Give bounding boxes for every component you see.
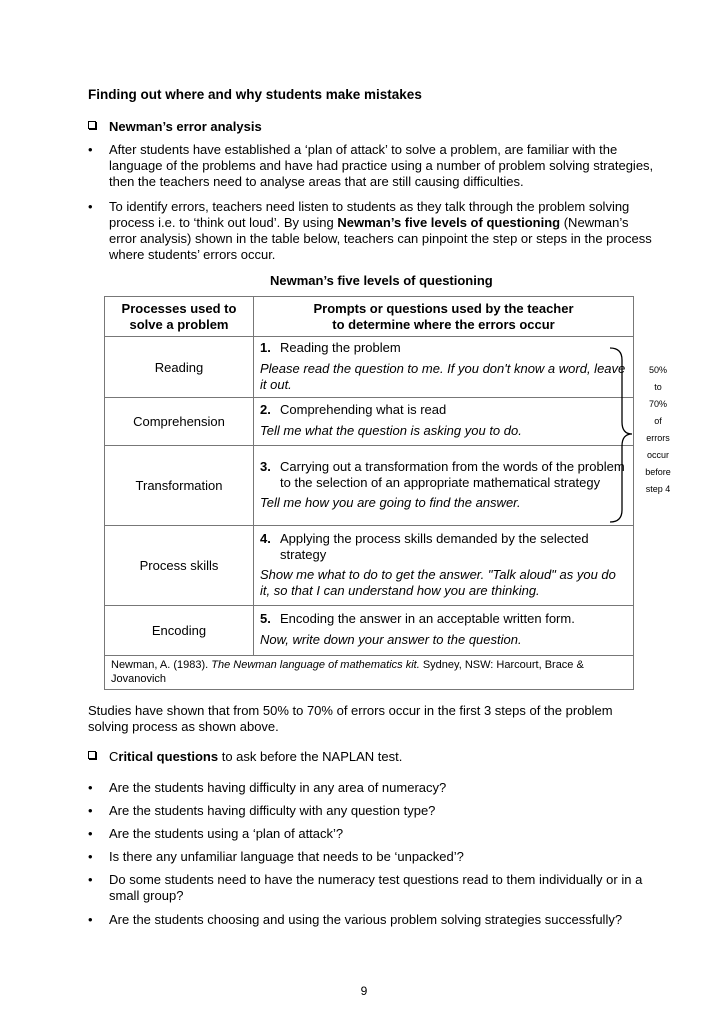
prompt-cell [254, 526, 634, 606]
side-note-line: errors [646, 433, 670, 443]
side-note-line: step 4 [645, 484, 671, 494]
step-label: Carrying out a transformation from the words of the problem to the selection of an appropriate mathematical strategy [280, 458, 625, 490]
side-note-line: 70% [648, 399, 667, 409]
process-cell: Reading [105, 337, 254, 398]
list-item-text: Are the students having difficulty with any question type? [109, 803, 436, 818]
paragraph-text-part: To identify errors, teachers need listen to students as they talk through the problem solving process i.e. to ‘think out loud’. By using [109, 199, 630, 230]
step-text [260, 531, 627, 563]
paragraph-text: After students have established a ‘plan of attack’ to solve a problem, are familiar with the language of the problems and have had practice using a number of problem solving strategies, then the teachers need to analyse areas that are still causing difficulties. [109, 142, 654, 189]
header-processes [105, 297, 254, 337]
list-item-text: Are the students choosing and using the various problem solving strategies successfully? [109, 912, 623, 927]
paragraph-text [109, 199, 658, 263]
reference-publisher: Sydney, NSW: Harcourt, Brace & Jovanovich [111, 659, 584, 685]
prompt-cell [254, 606, 634, 656]
step-number: 1. [260, 339, 271, 355]
process-cell: Transformation [105, 446, 254, 526]
page-heading: Finding out where and why students make mistakes [88, 87, 422, 102]
step-label: Encoding the answer in an acceptable written form. [280, 611, 575, 626]
prompt-question: Tell me what the question is asking you to do. [260, 423, 522, 438]
step-number: 4. [260, 530, 271, 546]
side-note-line: of [654, 416, 662, 426]
side-note-line: 50% [648, 365, 667, 375]
section-title [109, 749, 658, 765]
table-title: Newman’s five levels of questioning [270, 273, 493, 288]
prompt-question: Please read the question to me. If you don't know a word, leave it out. [260, 360, 626, 392]
table-row [105, 606, 634, 656]
page-number: 9 [360, 984, 368, 998]
header-prompts-line1: Prompts or questions used by the teacher [313, 300, 574, 316]
side-note-line: before [645, 467, 671, 477]
reference-title: The Newman language of mathematics kit. [211, 659, 420, 671]
prompt-question: Tell me how you are going to find the answer. [260, 494, 521, 510]
step-text [260, 402, 627, 418]
bullet-icon: • [88, 826, 93, 841]
table-row [105, 337, 634, 398]
bullet-icon: • [88, 142, 93, 157]
list-item-text: Are the students using a ‘plan of attack’? [109, 826, 344, 841]
newman-table [104, 296, 634, 690]
step-number: 5. [260, 611, 271, 626]
step-number: 3. [260, 458, 271, 474]
right-brace-icon [608, 346, 636, 526]
square-bullet-icon [88, 751, 96, 759]
bullet-icon: • [88, 872, 93, 887]
header-processes-text: Processes used to solve a problem [121, 300, 237, 332]
header-prompts-line2: to determine where the errors occur [332, 316, 555, 332]
list-item-text: Are the students having difficulty in any area of numeracy? [109, 780, 447, 795]
list-item-text: Do some students need to have the numeracy test questions read to them individually or in a small group? [109, 872, 643, 903]
side-note-line: occur [646, 450, 669, 460]
process-cell: Process skills [105, 526, 254, 606]
step-text [260, 611, 627, 627]
bullet-icon: • [88, 849, 93, 864]
process-cell: Encoding [105, 606, 254, 656]
prompt-question: Show me what to do to get the answer. "Talk aloud" as you do it, so that I can understand how you are thinking. [260, 566, 616, 598]
prompt-question: Now, write down your answer to the question. [260, 632, 522, 647]
table-reference-row [105, 656, 634, 690]
step-text [260, 459, 627, 491]
section-title-part: C [109, 749, 119, 764]
paragraph-text-part: (Newman’s error analysis) shown in the table below, teachers can pinpoint the step or steps in the process where students’ errors occur. [109, 215, 652, 262]
prompt-cell [254, 446, 634, 526]
table-row [105, 526, 634, 606]
step-number: 2. [260, 402, 271, 417]
list-item [88, 872, 658, 906]
side-note-line: to [654, 382, 662, 392]
table-row [105, 446, 634, 526]
section-title-bold: ritical questions [118, 749, 219, 764]
summary-paragraph: Studies have shown that from 50% to 70% of errors occur in the first 3 steps of the problem solving process as shown above. [88, 703, 613, 734]
bullet-icon: • [88, 199, 93, 214]
table-header-row [105, 297, 634, 337]
table-row [105, 398, 634, 446]
step-label: Applying the process skills demanded by the selected strategy [280, 530, 589, 562]
bullet-icon: • [88, 803, 93, 818]
prompt-cell [254, 398, 634, 446]
reference-author: Newman, A. (1983). [111, 659, 212, 671]
step-label: Reading the problem [280, 339, 401, 355]
process-cell: Comprehension [105, 398, 254, 446]
section-title-part: to ask before the NAPLAN test. [218, 749, 403, 764]
bullet-paragraph-2 [88, 199, 658, 265]
bullet-icon: • [88, 912, 93, 927]
square-bullet-icon [88, 121, 96, 129]
step-label: Comprehending what is read [280, 402, 447, 417]
header-prompts [254, 297, 634, 337]
step-text [260, 340, 627, 356]
bullet-paragraph-1 [88, 142, 658, 192]
table-reference [105, 656, 634, 690]
side-note [640, 362, 676, 498]
prompt-cell [254, 337, 634, 398]
paragraph-bold-text: Newman’s five levels of questioning [337, 215, 561, 230]
list-item-text: Is there any unfamiliar language that needs to be ‘unpacked’? [109, 849, 464, 864]
bullet-icon: • [88, 780, 93, 795]
section-title: Newman’s error analysis [109, 119, 262, 134]
